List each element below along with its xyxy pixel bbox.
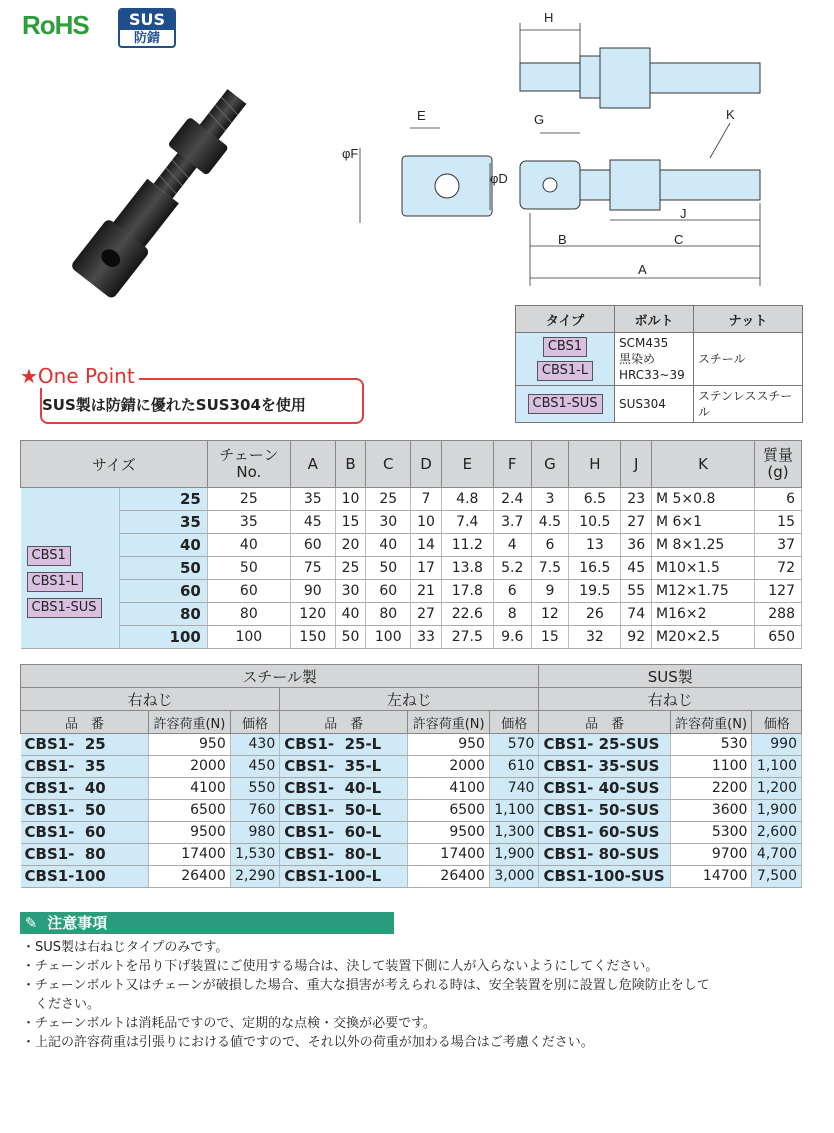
group-sus: SUS製 (539, 665, 802, 688)
spec-cell: 25 (335, 557, 366, 580)
spec-cell: 60 (290, 534, 335, 557)
spec-cell: 8 (493, 603, 531, 626)
svg-text:E: E (417, 108, 426, 123)
notes-title: 注意事項 (47, 914, 108, 932)
allowable-load: 9500 (149, 822, 231, 844)
spec-cell: M 8×1.25 (652, 534, 755, 557)
part-number: CBS1- 25-L (280, 734, 408, 756)
one-point-title: ★One Point (20, 364, 139, 388)
load-header: 許容荷重(N) (149, 711, 231, 734)
price: 610 (489, 756, 539, 778)
spec-cell: 22.6 (441, 603, 493, 626)
size-cell: 40 (119, 534, 207, 557)
svg-text:A: A (638, 262, 647, 277)
type-chip: CBS1-SUS (27, 598, 102, 618)
note-item: ・上記の許容荷重は引張りにおける値ですので、それ以外の荷重が加わる場合はご考慮ください。 (22, 1035, 594, 1050)
price-header: 価格 (489, 711, 539, 734)
price: 450 (230, 756, 280, 778)
spec-cell: 23 (621, 488, 652, 511)
price-table (20, 664, 802, 888)
part-number: CBS1- 60 (21, 822, 149, 844)
spec-cell: 12 (531, 603, 569, 626)
note-item: ・チェーンボルトは消耗品ですので、定期的な点検・交換が必要です。 (22, 1016, 437, 1031)
spec-cell: 33 (411, 626, 442, 649)
spec-cell: 40 (207, 534, 290, 557)
part-number: CBS1- 40-SUS (539, 778, 670, 800)
price-header: 価格 (230, 711, 280, 734)
price-row (21, 800, 802, 822)
part-number: CBS1- 25-SUS (539, 734, 670, 756)
spec-cell: 7 (411, 488, 442, 511)
col-header: サイズ (21, 441, 208, 488)
part-number: CBS1-100-SUS (539, 866, 670, 888)
allowable-load: 950 (149, 734, 231, 756)
spec-cell: 11.2 (441, 534, 493, 557)
spec-cell: 40 (366, 534, 411, 557)
price: 2,600 (752, 822, 802, 844)
spec-cell: 72 (755, 557, 802, 580)
spec-cell: 45 (621, 557, 652, 580)
type-chip: CBS1-L (27, 572, 83, 592)
spec-cell: 10.5 (569, 511, 621, 534)
right-thread-header: 右ねじ (21, 688, 280, 711)
part-number: CBS1- 25 (21, 734, 149, 756)
spec-cell: 4.5 (531, 511, 569, 534)
spec-cell: 2.4 (493, 488, 531, 511)
type-chip: CBS1-SUS (528, 394, 603, 414)
price-row (21, 756, 802, 778)
one-point-text: SUS製は防錆に優れたSUS304を使用 (42, 396, 306, 414)
allowable-load: 2000 (149, 756, 231, 778)
spec-cell: 100 (366, 626, 411, 649)
sus-badge-top: SUS (120, 10, 174, 30)
price: 430 (230, 734, 280, 756)
spec-cell: 10 (411, 511, 442, 534)
size-cell: 60 (119, 580, 207, 603)
part-number: CBS1- 40-L (280, 778, 408, 800)
spec-cell: 5.2 (493, 557, 531, 580)
spec-cell: 6 (755, 488, 802, 511)
part-number: CBS1- 80-L (280, 844, 408, 866)
spec-cell: 35 (290, 488, 335, 511)
spec-cell: 288 (755, 603, 802, 626)
part-number: CBS1- 60-L (280, 822, 408, 844)
price: 740 (489, 778, 539, 800)
type-header: タイプ (516, 306, 615, 333)
spec-cell: 120 (290, 603, 335, 626)
col-header: H (569, 441, 621, 488)
price: 570 (489, 734, 539, 756)
type-labels (21, 488, 120, 649)
nut-header: ナット (694, 306, 803, 333)
spec-cell: 50 (335, 626, 366, 649)
allowable-load: 2000 (408, 756, 490, 778)
spec-cell: 75 (290, 557, 335, 580)
spec-cell: 45 (290, 511, 335, 534)
col-header: E (441, 441, 493, 488)
spec-cell: 20 (335, 534, 366, 557)
spec-cell: 100 (207, 626, 290, 649)
price: 1,300 (489, 822, 539, 844)
spec-cell: 13 (569, 534, 621, 557)
svg-text:C: C (674, 232, 684, 247)
spec-cell: 10 (335, 488, 366, 511)
svg-text:H: H (544, 10, 554, 25)
spec-cell: 92 (621, 626, 652, 649)
size-cell: 50 (119, 557, 207, 580)
allowable-load: 1100 (670, 756, 752, 778)
price-row (21, 778, 802, 800)
allowable-load: 3600 (670, 800, 752, 822)
col-header: K (652, 441, 755, 488)
col-header: チェーン No. (207, 441, 290, 488)
part-number: CBS1-100-L (280, 866, 408, 888)
note-item: ください。 (22, 997, 101, 1012)
spec-cell: 25 (366, 488, 411, 511)
part-number: CBS1- 80 (21, 844, 149, 866)
price: 1,200 (752, 778, 802, 800)
bolt-finish: 黒染め (619, 352, 656, 366)
size-cell: 100 (119, 626, 207, 649)
spec-row (21, 603, 802, 626)
allowable-load: 5300 (670, 822, 752, 844)
spec-cell: M12×1.75 (652, 580, 755, 603)
svg-text:B: B (558, 232, 567, 247)
part-number: CBS1- 40 (21, 778, 149, 800)
spec-cell: 27 (621, 511, 652, 534)
allowable-load: 26400 (408, 866, 490, 888)
part-number: CBS1- 50-SUS (539, 800, 670, 822)
spec-table (20, 440, 802, 649)
allowable-load: 17400 (149, 844, 231, 866)
allowable-load: 9700 (670, 844, 752, 866)
price: 1,100 (489, 800, 539, 822)
allowable-load: 6500 (149, 800, 231, 822)
part-number: CBS1- 50-L (280, 800, 408, 822)
spec-cell: 17.8 (441, 580, 493, 603)
spec-cell: 74 (621, 603, 652, 626)
part-number: CBS1- 80-SUS (539, 844, 670, 866)
spec-cell: 32 (569, 626, 621, 649)
bolt-material: SUS304 (615, 386, 694, 423)
spec-row (21, 511, 802, 534)
svg-text:φF: φF (342, 146, 359, 161)
size-cell: 25 (119, 488, 207, 511)
spec-cell: 40 (335, 603, 366, 626)
spec-cell: 90 (290, 580, 335, 603)
pencil-icon: ✎ (24, 914, 38, 932)
allowable-load: 950 (408, 734, 490, 756)
bolt-header: ボルト (615, 306, 694, 333)
note-item: ・SUS製は右ねじタイプのみです。 (22, 940, 229, 955)
spec-row (21, 580, 802, 603)
spec-cell: 9.6 (493, 626, 531, 649)
allowable-load: 6500 (408, 800, 490, 822)
allowable-load: 530 (670, 734, 752, 756)
load-header: 許容荷重(N) (408, 711, 490, 734)
price-row (21, 822, 802, 844)
col-header: A (290, 441, 335, 488)
price: 1,900 (752, 800, 802, 822)
notes-header (20, 912, 394, 934)
svg-text:φD: φD (490, 171, 508, 186)
price: 990 (752, 734, 802, 756)
spec-cell: 650 (755, 626, 802, 649)
col-header: J (621, 441, 652, 488)
spec-row (21, 534, 802, 557)
spec-cell: 14 (411, 534, 442, 557)
sus-right-thread-header: 右ねじ (539, 688, 802, 711)
part-number: CBS1- 35-SUS (539, 756, 670, 778)
spec-cell: M20×2.5 (652, 626, 755, 649)
spec-cell: 4.8 (441, 488, 493, 511)
price: 760 (230, 800, 280, 822)
type-chip: CBS1 (543, 337, 587, 357)
spec-cell: 17 (411, 557, 442, 580)
note-item: ・チェーンボルトを吊り下げ装置にご使用する場合は、決して装置下側に人が入らないようにしてください。 (22, 959, 659, 974)
spec-cell: 60 (207, 580, 290, 603)
pn-header: 品 番 (539, 711, 670, 734)
load-header: 許容荷重(N) (670, 711, 752, 734)
part-number: CBS1-100 (21, 866, 149, 888)
spec-cell: 19.5 (569, 580, 621, 603)
spec-row (21, 626, 802, 649)
price: 550 (230, 778, 280, 800)
allowable-load: 14700 (670, 866, 752, 888)
product-photo (40, 70, 280, 320)
spec-cell: 16.5 (569, 557, 621, 580)
spec-cell: 30 (335, 580, 366, 603)
spec-cell: M 5×0.8 (652, 488, 755, 511)
bolt-material: SCM435 (619, 336, 669, 350)
spec-cell: M10×1.5 (652, 557, 755, 580)
type-table (515, 305, 803, 423)
col-header: 質量 (g) (755, 441, 802, 488)
allowable-load: 26400 (149, 866, 231, 888)
price: 2,290 (230, 866, 280, 888)
price: 7,500 (752, 866, 802, 888)
spec-cell: M16×2 (652, 603, 755, 626)
spec-cell: 6 (493, 580, 531, 603)
col-header: F (493, 441, 531, 488)
pn-header: 品 番 (280, 711, 408, 734)
size-cell: 35 (119, 511, 207, 534)
rohs-logo: RoHS (22, 10, 89, 40)
spec-cell: 21 (411, 580, 442, 603)
spec-cell: 50 (207, 557, 290, 580)
pn-header: 品 番 (21, 711, 149, 734)
spec-cell: 27.5 (441, 626, 493, 649)
spec-cell: 15 (335, 511, 366, 534)
allowable-load: 9500 (408, 822, 490, 844)
spec-cell: 15 (531, 626, 569, 649)
allowable-load: 17400 (408, 844, 490, 866)
price-header: 価格 (752, 711, 802, 734)
part-number: CBS1- 60-SUS (539, 822, 670, 844)
spec-cell: 26 (569, 603, 621, 626)
sus-badge-bottom: 防錆 (133, 31, 160, 46)
spec-cell: 55 (621, 580, 652, 603)
spec-cell: 25 (207, 488, 290, 511)
price: 4,700 (752, 844, 802, 866)
spec-cell: M 6×1 (652, 511, 755, 534)
spec-cell: 6 (531, 534, 569, 557)
part-number: CBS1- 50 (21, 800, 149, 822)
spec-cell: 30 (366, 511, 411, 534)
dimension-drawing (340, 8, 810, 298)
price-row (21, 844, 802, 866)
spec-row (21, 488, 802, 511)
type-chip: CBS1-L (537, 361, 593, 381)
bolt-hardness: HRC33~39 (619, 368, 685, 382)
spec-cell: 50 (366, 557, 411, 580)
note-item: ・チェーンボルト又はチェーンが破損した場合、重大な損害が考えられる時は、安全装置を別に設置し危険防止をして (22, 978, 710, 993)
spec-cell: 7.5 (531, 557, 569, 580)
spec-cell: 9 (531, 580, 569, 603)
allowable-load: 4100 (149, 778, 231, 800)
col-header: D (411, 441, 442, 488)
svg-text:J: J (680, 206, 687, 221)
spec-cell: 80 (207, 603, 290, 626)
spec-cell: 27 (411, 603, 442, 626)
group-steel: スチール製 (21, 665, 539, 688)
spec-cell: 3.7 (493, 511, 531, 534)
spec-cell: 127 (755, 580, 802, 603)
size-cell: 80 (119, 603, 207, 626)
spec-cell: 13.8 (441, 557, 493, 580)
price: 3,000 (489, 866, 539, 888)
price: 1,530 (230, 844, 280, 866)
col-header: B (335, 441, 366, 488)
price: 1,900 (489, 844, 539, 866)
spec-cell: 6.5 (569, 488, 621, 511)
part-number: CBS1- 35 (21, 756, 149, 778)
type-chip: CBS1 (27, 546, 71, 566)
price: 1,100 (752, 756, 802, 778)
allowable-load: 4100 (408, 778, 490, 800)
spec-cell: 15 (755, 511, 802, 534)
spec-cell: 3 (531, 488, 569, 511)
spec-cell: 36 (621, 534, 652, 557)
spec-cell: 35 (207, 511, 290, 534)
allowable-load: 2200 (670, 778, 752, 800)
svg-text:G: G (534, 112, 545, 127)
nut-material: スチール (694, 333, 803, 386)
svg-text:K: K (726, 107, 735, 122)
spec-row (21, 557, 802, 580)
col-header: G (531, 441, 569, 488)
spec-cell: 4 (493, 534, 531, 557)
price-row (21, 734, 802, 756)
notes-list (22, 938, 812, 1052)
col-header: C (366, 441, 411, 488)
spec-cell: 7.4 (441, 511, 493, 534)
sus-rustproof-badge (118, 8, 176, 48)
price: 980 (230, 822, 280, 844)
spec-cell: 37 (755, 534, 802, 557)
price-row (21, 866, 802, 888)
nut-material: ステンレススチール (694, 386, 803, 423)
spec-cell: 80 (366, 603, 411, 626)
spec-cell: 60 (366, 580, 411, 603)
spec-cell: 150 (290, 626, 335, 649)
part-number: CBS1- 35-L (280, 756, 408, 778)
left-thread-header: 左ねじ (280, 688, 539, 711)
